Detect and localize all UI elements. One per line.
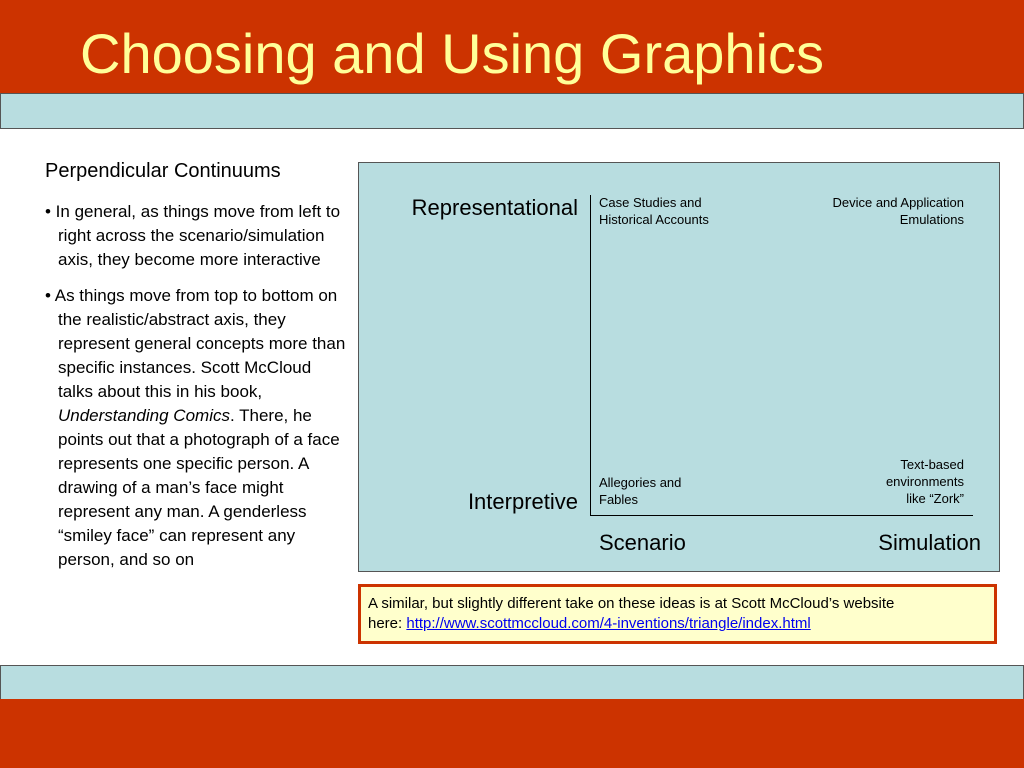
axis-label-interpretive: Interpretive <box>467 489 578 514</box>
header-strip <box>0 93 1024 129</box>
bullet-item <box>45 284 350 572</box>
slide-title: Choosing and Using Graphics <box>80 22 824 85</box>
quadrant-text: Case Studies and <box>599 195 702 210</box>
quadrant-bottom-right <box>886 456 964 507</box>
quadrant-text: Fables <box>599 492 639 507</box>
quadrant-text: Device and Application <box>832 195 964 210</box>
bullet-text: • As things move from top to bottom on the realistic/abstract axis, they represent general concepts more than specific instances. Scott McCloud talks about this in his book, <box>45 286 346 401</box>
header-band <box>0 0 1024 94</box>
continuum-diagram <box>358 162 1000 572</box>
axis-label-simulation: Simulation <box>878 530 981 555</box>
quadrant-text: Text-based <box>900 457 964 472</box>
section-subheading: Perpendicular Continuums <box>45 160 281 182</box>
callout-prefix: here: <box>368 615 407 632</box>
quadrant-text: Emulations <box>899 212 964 227</box>
quadrant-text: Historical Accounts <box>599 212 709 227</box>
axis-label-scenario: Scenario <box>599 530 686 555</box>
quadrant-top-right <box>832 194 964 228</box>
quadrant-text: like “Zork” <box>906 491 964 506</box>
bullet-item <box>45 200 350 272</box>
quadrant-bottom-left <box>599 474 681 508</box>
axis-label-representational: Representational <box>411 195 578 220</box>
bullet-text: • In general, as things move from left to right across the scenario/simulation axis, they become more interactive <box>45 202 341 269</box>
quadrant-text: environments <box>885 474 964 489</box>
mccloud-link[interactable]: http://www.scottmccloud.com/4-inventions/triangle/index.html <box>406 615 811 632</box>
bullet-text: . There, he points out that a photograph of a face represents one specific person. A drawing of a man’s face might represent any man. A genderless “smiley face” can represent any person, and so on <box>58 406 340 569</box>
quadrant-top-left <box>599 194 709 228</box>
footer-band <box>0 699 1024 768</box>
callout-line <box>368 614 994 634</box>
footer-strip <box>0 665 1024 700</box>
callout-text: A similar, but slightly different take on these ideas is at Scott McCloud’s website <box>368 595 895 612</box>
reference-callout <box>358 584 997 644</box>
quadrant-text: Allegories and <box>599 475 682 490</box>
book-title: Understanding Comics <box>58 406 230 425</box>
horizontal-axis <box>590 515 973 516</box>
vertical-axis <box>590 195 591 515</box>
bullet-list <box>45 200 350 584</box>
